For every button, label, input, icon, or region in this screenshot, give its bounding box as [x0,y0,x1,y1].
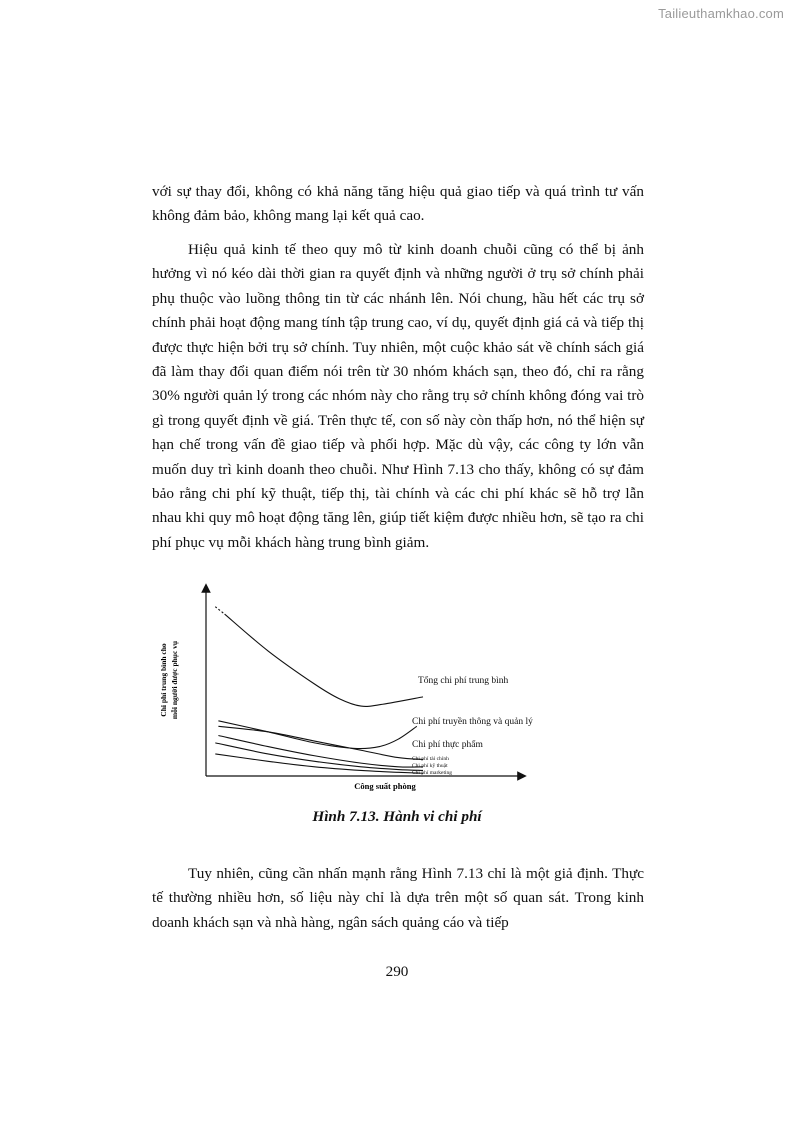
series-line-chi-phi-truyen-thong-va-quan-ly [218,721,416,749]
series-label-chi-phi-marketing: Chi phí marketing [412,770,453,776]
figure-caption: Hình 7.13. Hành vi chi phí [312,808,482,825]
series-line-tong-chi-phi-trung-binh-dashed [215,607,224,614]
series-label-chi-phi-thuc-pham: Chi phí thực phẩm [412,740,483,750]
paragraph-3: Tuy nhiên, cũng cần nhấn mạnh rằng Hình 7.13 chỉ là một giả định. Thực tế thường nhiều hơn, số liệu này chỉ là dựa trên một số quan sát. Trong kinh doanh khách sạn và nhà hàng, ngân sách quảng cáo và tiếp [152,865,644,931]
series-label-tong-chi-phi-trung-binh: Tổng chi phí trung bình [418,676,509,686]
series-label-chi-phi-ky-thuat: Chi phí kỹ thuật [412,763,448,769]
y-axis-label-line1: Chi phí trung bình cho [159,643,168,717]
series-line-tong-chi-phi-trung-binh [225,614,423,706]
page-number: 290 [385,963,409,980]
paragraph-2: Hiệu quả kinh tế theo quy mô từ kinh doanh chuỗi cũng có thể bị ảnh hưởng vì nó kéo dài thời gian ra quyết định và những người ở trụ sở chính phải phụ thuộc vào luồng thông tin từ các nhánh lên. Nói chung, hầu hết các trụ sở chính phải hoạt động mang tính tập trung cao, ví dụ, quyết định giá cả và tiếp thị được thực hiện bởi trụ sở chính. Tuy nhiên, một cuộc khảo sát về chính sách giá đã làm thay đổi quan điểm nói trên từ 30 nhóm khách sạn, theo đó, chỉ ra rằng 30% người quản lý trong các nhóm này cho rằng trụ sở chính không đóng vai trò gì trong quyết định về giá. Trên thực tế, con số này còn thấp hơn, nó thể hiện sự hạn chế trong vấn đề giao tiếp và phối hợp. Mặc dù vậy, các công ty lớn vẫn muốn duy trì kinh doanh theo chuỗi. Như Hình 7.13 cho thấy, không có sự đảm bảo rằng chi phí kỹ thuật, tiếp thị, tài chính và các chi phí khác sẽ hỗ trợ lẫn nhau khi quy mô hoạt động tăng lên, giúp tiết kiệm được nhiều hơn, sẽ tạo ra chi phí phục vụ mỗi khách hàng trung bình giảm. [152,241,644,551]
x-axis-label: Công suất phòng [354,781,416,791]
series-label-chi-phi-tai-chinh: Chi phí tài chính [412,756,449,762]
y-axis-label-line2: mỗi người được phục vụ [170,640,179,720]
cost-behavior-chart [150,580,610,800]
paragraph-1: với sự thay đổi, không có khả năng tăng hiệu quả giao tiếp và quá trình tư vấn không đảm bảo, không mang lại kết quả cao. [152,183,644,225]
watermark: Tailieuthamkhao.com [658,6,784,21]
series-label-chi-phi-truyen-thong-va-quan-ly: Chi phí truyền thông và quản lý [412,717,533,727]
